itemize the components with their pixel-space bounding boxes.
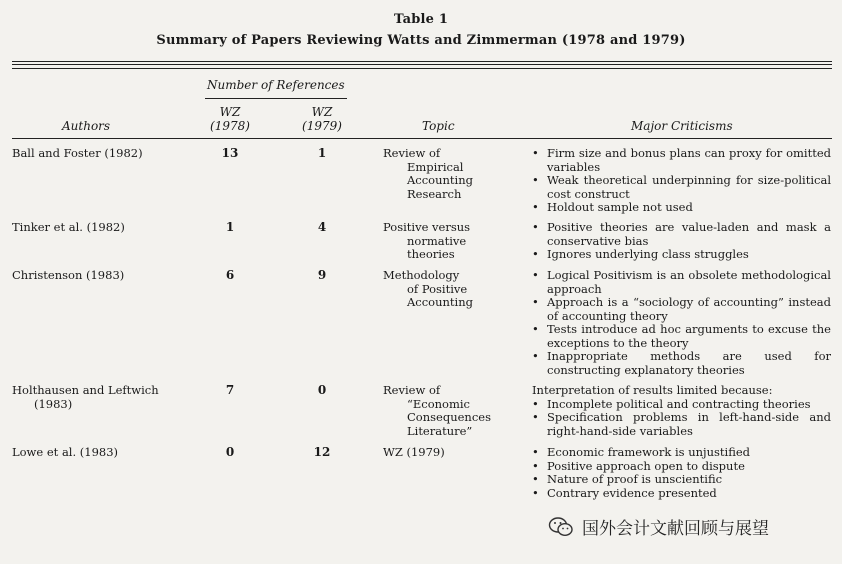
row-wz1979: 9 [317,268,327,282]
row-author: Christenson (1983) [12,268,125,282]
header-number-of-references: Number of References [207,78,345,92]
row-wz1978: 13 [221,146,239,160]
criticism-item: • Positive theories are value-laden and mask a conservative bias [532,221,831,248]
top-rule-2 [12,64,832,65]
criticism-item: • Approach is a “sociology of accounting” instead of accounting theory [532,296,831,323]
row-wz1979: 0 [317,383,327,397]
row-wz1978: 7 [225,383,235,397]
row-wz1979: 4 [317,220,327,234]
header-authors: Authors [62,119,111,133]
table-subtitle: Summary of Papers Reviewing Watts and Zimmerman (1978 and 1979) [156,33,686,48]
row-criticisms [532,269,831,377]
criticism-item: • Economic framework is unjustified [532,446,831,460]
header-wz1978-line1: WZ [219,105,241,119]
criticism-item: • Incomplete political and contracting theories [532,398,831,412]
top-rule-3 [12,68,832,69]
row-criticisms [532,221,831,262]
header-wz1979-line2: (1979) [302,119,342,133]
row-wz1978: 1 [225,220,235,234]
row-criticisms [532,147,831,215]
row-wz1979: 12 [313,445,331,459]
row-criticisms [532,384,831,438]
criticism-item: • Holdout sample not used [532,201,831,215]
criticism-item: • Specification problems in left-hand-side and right-hand-side variables [532,411,831,438]
criticism-item: • Ignores underlying class struggles [532,248,831,262]
row-topic: Review of Empirical Accounting Research [383,146,473,201]
row-topic: Review of “Economic Consequences Literature” [383,383,491,438]
criticism-item: • Inappropriate methods are used for constructing explanatory theories [532,350,831,377]
row-author: Holthausen and Leftwich (1983) [12,383,159,411]
criticism-item: • Logical Positivism is an obsolete methodological approach [532,269,831,296]
header-wz1978-line2: (1978) [210,119,250,133]
criticism-item: • Firm size and bonus plans can proxy for omitted variables [532,147,831,174]
header-major-criticisms: Major Criticisms [631,119,733,133]
row-wz1979: 1 [317,146,327,160]
row-topic: WZ (1979) [383,445,445,459]
row-criticisms [532,446,831,500]
header-group-rule [205,98,347,99]
watermark-text: 国外会计文献回顾与展望 [582,519,769,539]
criticism-item: • Positive approach open to dispute [532,460,831,474]
criticism-item: • Nature of proof is unscientific [532,473,831,487]
header-wz1979-line1: WZ [311,105,333,119]
top-rule-1 [12,61,832,62]
row-topic: Methodology of Positive Accounting [383,268,473,309]
criticism-item: • Contrary evidence presented [532,487,831,501]
criticism-item: • Weak theoretical underpinning for size-political cost construct [532,174,831,201]
table-title: Table 1 [393,12,449,27]
row-author: Tinker et al. (1982) [12,220,125,234]
criticisms-intro: Interpretation of results limited because: [532,383,773,397]
row-wz1978: 6 [225,268,235,282]
header-topic: Topic [422,119,455,133]
header-bottom-rule [12,138,832,139]
row-wz1978: 0 [225,445,235,459]
watermark [548,514,769,539]
row-author: Lowe et al. (1983) [12,445,119,459]
wechat-icon [548,516,574,538]
row-author: Ball and Foster (1982) [12,146,143,160]
criticism-item: • Tests introduce ad hoc arguments to excuse the exceptions to the theory [532,323,831,350]
row-topic: Positive versus normative theories [383,220,471,261]
